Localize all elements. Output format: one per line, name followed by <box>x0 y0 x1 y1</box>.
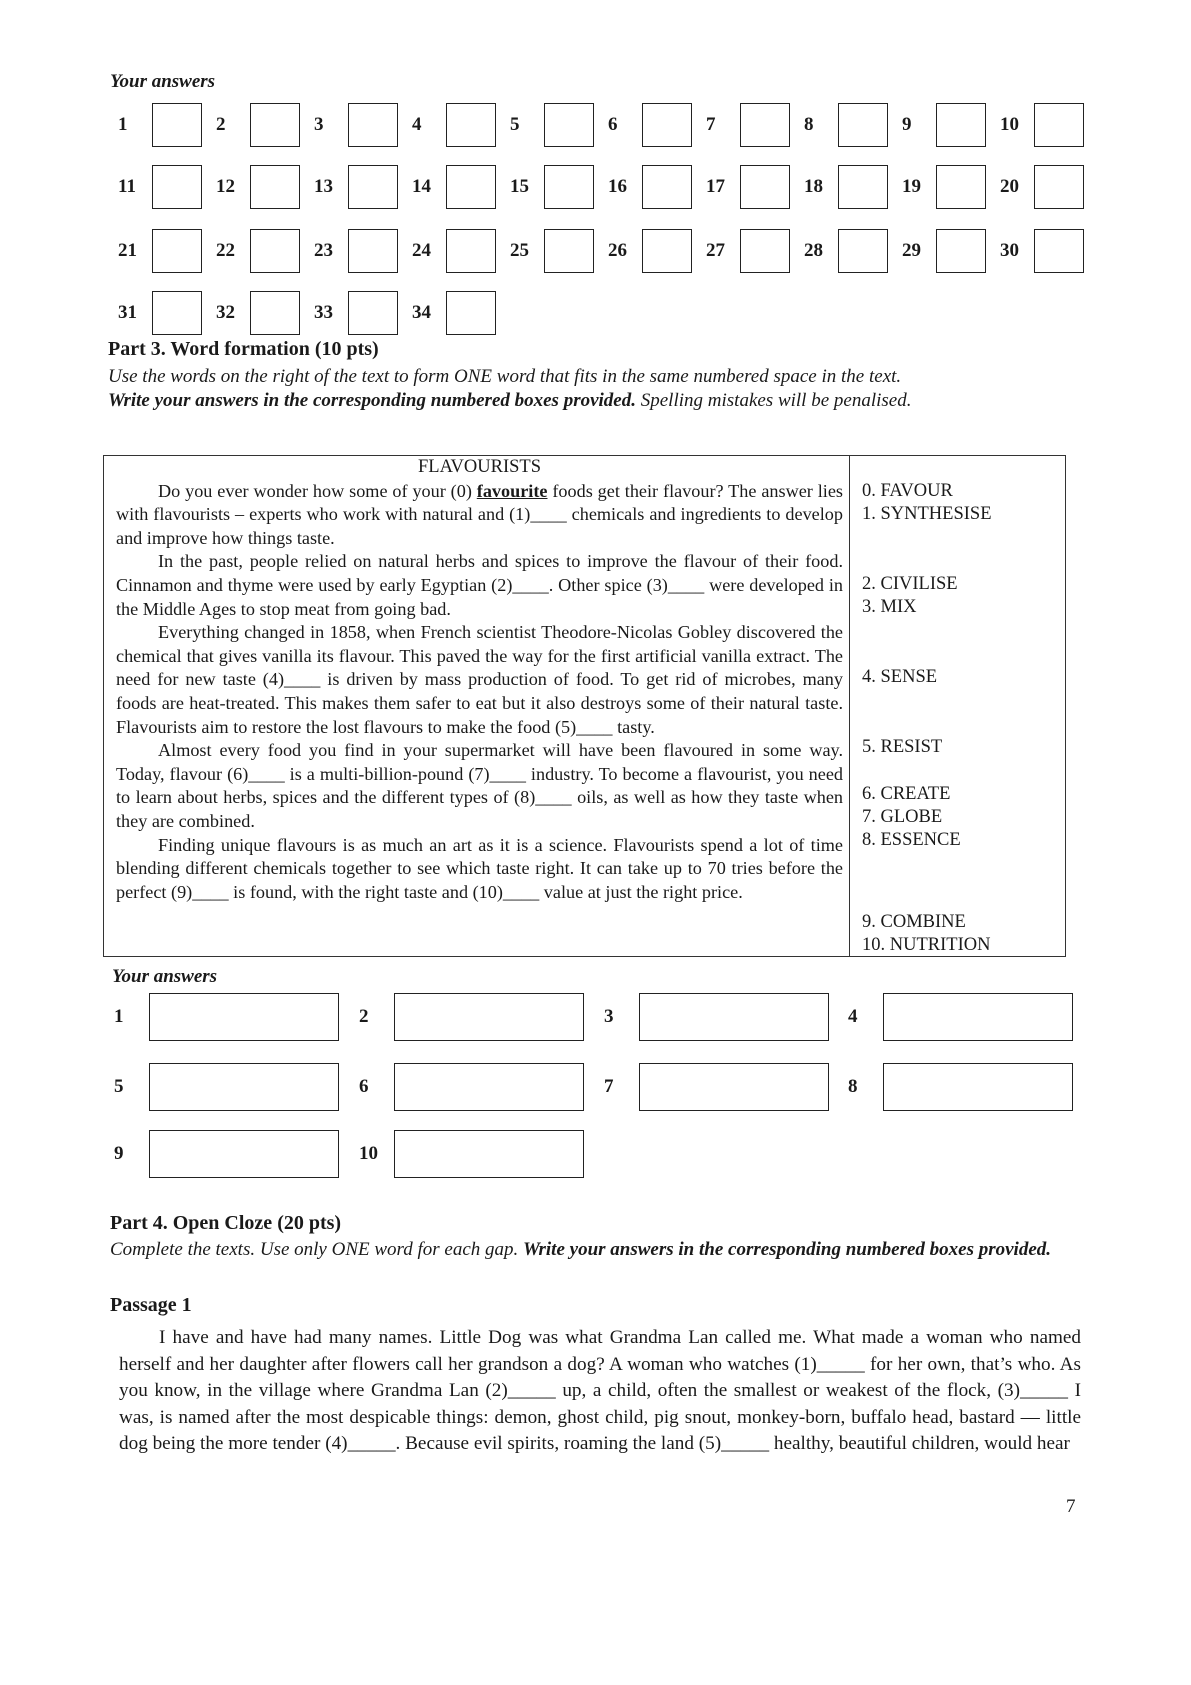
answer-cell <box>216 165 314 209</box>
answer-box[interactable] <box>740 229 790 273</box>
word-answer-cell <box>114 993 339 1041</box>
word-answer-cell <box>359 1063 584 1111</box>
answer-cell <box>216 103 314 147</box>
answer-number: 19 <box>902 176 921 197</box>
word-answer-cell <box>604 1063 829 1111</box>
answer-box[interactable] <box>1034 165 1084 209</box>
answer-number: 16 <box>608 176 627 197</box>
answer-number: 15 <box>510 176 529 197</box>
answer-number: 23 <box>314 240 333 261</box>
answer-number: 22 <box>216 240 235 261</box>
word-answer-box[interactable] <box>394 1063 584 1111</box>
part3-instruction-rest: Spelling mistakes will be penalised. <box>636 390 912 411</box>
answer-grid-row <box>118 290 510 336</box>
answer-cell <box>118 229 216 273</box>
answer-number: 11 <box>118 176 136 197</box>
stem-word: 1. SYNTHESISE <box>862 504 992 524</box>
passage-paragraph: Do you ever wonder how some of your (0) favourite foods get their flavour? The answer lies with flavourists – experts who work with natural and (1)____ chemicals and ingredients to develop and improve how things taste. <box>116 480 843 548</box>
answer-number: 2 <box>359 1006 369 1027</box>
answer-cell <box>608 165 706 209</box>
answer-cell <box>412 103 510 147</box>
answer-number: 7 <box>604 1076 614 1097</box>
answer-number: 6 <box>608 114 618 135</box>
answer-number: 17 <box>706 176 725 197</box>
passage-title: FLAVOURISTS <box>417 457 542 477</box>
answer-box[interactable] <box>936 165 986 209</box>
answer-cell <box>1000 165 1098 209</box>
stem-word: 9. COMBINE <box>862 912 966 932</box>
answer-box[interactable] <box>446 229 496 273</box>
stem-word: 5. RESIST <box>862 737 943 757</box>
answer-box[interactable] <box>544 103 594 147</box>
answer-number: 24 <box>412 240 431 261</box>
answer-cell <box>608 229 706 273</box>
answer-number: 8 <box>804 114 814 135</box>
answer-number: 7 <box>706 114 716 135</box>
answer-cell <box>804 165 902 209</box>
answer-box[interactable] <box>250 229 300 273</box>
answer-box[interactable] <box>250 103 300 147</box>
stem-word: 4. SENSE <box>862 667 938 687</box>
answer-number: 3 <box>314 114 324 135</box>
stem-word: 2. CIVILISE <box>862 574 958 594</box>
answer-box[interactable] <box>446 103 496 147</box>
answer-box[interactable] <box>838 165 888 209</box>
answer-number: 5 <box>114 1076 124 1097</box>
answer-number: 30 <box>1000 240 1019 261</box>
answer-grid-row <box>118 228 1098 274</box>
passage-paragraph: In the past, people relied on natural herbs and spices to improve the flavour of their food. Cinnamon and thyme were used by early Egyptian (2)____. Other spice (3)____ were developed in the Middle Ages to stop meat from going bad. <box>116 551 843 619</box>
answer-number: 28 <box>804 240 823 261</box>
word-answer-box[interactable] <box>639 993 829 1041</box>
word-answer-cell <box>114 1130 339 1178</box>
word-formation-table <box>103 455 1066 957</box>
part3-instructions <box>108 365 1068 413</box>
answer-number: 4 <box>848 1006 858 1027</box>
answer-box[interactable] <box>544 165 594 209</box>
stem-word: 0. FAVOUR <box>862 481 953 501</box>
answer-box[interactable] <box>936 103 986 147</box>
answer-box[interactable] <box>152 103 202 147</box>
answer-box[interactable] <box>936 229 986 273</box>
passage-paragraph: Finding unique flavours is as much an art as it is a science. Flavourists spend a lot of time blending different chemicals together to see which taste right. It can take up to 70 tries before the perfect (9)____ is found, with the right taste and (10)____ value at just the right price. <box>116 834 843 902</box>
stem-word: 7. GLOBE <box>862 807 943 827</box>
word-answer-cell <box>848 993 1073 1041</box>
answer-cell <box>706 103 804 147</box>
answer-cell <box>706 229 804 273</box>
answer-number: 25 <box>510 240 529 261</box>
answer-cell <box>1000 229 1098 273</box>
answer-cell <box>314 165 412 209</box>
answer-number: 27 <box>706 240 725 261</box>
answer-number: 3 <box>604 1006 614 1027</box>
answer-number: 2 <box>216 114 226 135</box>
word-answer-box[interactable] <box>394 993 584 1041</box>
stem-word: 8. ESSENCE <box>862 830 961 850</box>
word-answer-box[interactable] <box>883 1063 1073 1111</box>
answer-box[interactable] <box>348 103 398 147</box>
passage1-text: I have and have had many names. Little Dog was what Grandma Lan called me. What made a woman who named herself and her daughter after flowers call her grandson a dog? A woman who watches (1)_____ for her own, that’s who. As you know, in the village where Grandma Lan (2)_____ up, a child, often the smallest or weakest of the flock, (3)_____ I was, is named after the most despicable things: demon, ghost child, pig snout, monkey-born, buffalo head, bastard — little dog being the more tender (4)_____. Because evil spirits, roaming the land (5)_____ healthy, beautiful children, would hear <box>119 1327 1081 1454</box>
answer-number: 1 <box>114 1006 124 1027</box>
passage1-title: Passage 1 <box>110 1294 192 1316</box>
answer-box[interactable] <box>642 165 692 209</box>
answer-cell <box>510 103 608 147</box>
word-answer-box[interactable] <box>149 993 339 1041</box>
answer-box[interactable] <box>740 165 790 209</box>
answer-number: 26 <box>608 240 627 261</box>
answer-cell <box>118 291 216 335</box>
answer-cell <box>902 229 1000 273</box>
answer-box[interactable] <box>838 229 888 273</box>
part3-instruction-line1: Use the words on the right of the text to form ONE word that fits in the same numbered space in the text. <box>108 366 902 387</box>
word-answer-box[interactable] <box>149 1130 339 1178</box>
word-answer-cell <box>359 993 584 1041</box>
page-number: 7 <box>1066 1496 1076 1517</box>
answer-cell <box>412 165 510 209</box>
answer-box[interactable] <box>348 229 398 273</box>
answer-cell <box>314 291 412 335</box>
answer-cell <box>412 229 510 273</box>
stem-word: 10. NUTRITION <box>862 935 991 955</box>
answer-number: 9 <box>902 114 912 135</box>
answer-number: 13 <box>314 176 333 197</box>
answer-box[interactable] <box>348 165 398 209</box>
answer-number: 21 <box>118 240 137 261</box>
word-answer-box[interactable] <box>149 1063 339 1111</box>
answer-number: 8 <box>848 1076 858 1097</box>
answer-cell <box>902 103 1000 147</box>
answer-cell <box>804 103 902 147</box>
answer-box[interactable] <box>446 165 496 209</box>
word-answer-box[interactable] <box>639 1063 829 1111</box>
answer-cell <box>314 103 412 147</box>
word-formation-passage <box>104 456 850 956</box>
part4-instructions: Complete the texts. Use only ONE word for each gap. Write your answers in the corresponding numbered boxes provided. <box>110 1239 1052 1260</box>
word-answer-box[interactable] <box>883 993 1073 1041</box>
part3-instruction-bold: Write your answers in the corresponding numbered boxes provided. <box>108 390 636 411</box>
answer-grid-row <box>118 102 1098 148</box>
answer-number: 20 <box>1000 176 1019 197</box>
stem-word: 6. CREATE <box>862 784 951 804</box>
answer-box[interactable] <box>250 165 300 209</box>
answer-number: 29 <box>902 240 921 261</box>
answer-cell <box>510 165 608 209</box>
answer-grid-row <box>118 164 1098 210</box>
answer-box[interactable] <box>1034 229 1084 273</box>
answer-cell <box>216 229 314 273</box>
answer-cell <box>510 229 608 273</box>
answer-number: 5 <box>510 114 520 135</box>
part2-answers-heading: Your answers <box>110 71 216 92</box>
answer-cell <box>412 291 510 335</box>
answer-cell <box>902 165 1000 209</box>
part3-answers-heading: Your answers <box>112 966 218 987</box>
answer-number: 18 <box>804 176 823 197</box>
stem-word: 3. MIX <box>862 597 917 617</box>
answer-number: 34 <box>412 302 431 323</box>
answer-number: 6 <box>359 1076 369 1097</box>
answer-number: 1 <box>118 114 128 135</box>
answer-cell <box>118 103 216 147</box>
answer-box[interactable] <box>1034 103 1084 147</box>
part3-title: Part 3. Word formation (10 pts) <box>108 338 379 360</box>
example-answer: favourite <box>476 480 548 501</box>
answer-number: 4 <box>412 114 422 135</box>
answer-box[interactable] <box>642 229 692 273</box>
answer-box[interactable] <box>152 165 202 209</box>
answer-box[interactable] <box>838 103 888 147</box>
answer-number: 33 <box>314 302 333 323</box>
answer-cell <box>804 229 902 273</box>
answer-box[interactable] <box>740 103 790 147</box>
answer-cell <box>1000 103 1098 147</box>
answer-number: 9 <box>114 1143 124 1164</box>
answer-number: 12 <box>216 176 235 197</box>
answer-box[interactable] <box>348 291 398 335</box>
answer-cell <box>216 291 314 335</box>
answer-cell <box>314 229 412 273</box>
answer-number: 10 <box>1000 114 1019 135</box>
answer-box[interactable] <box>152 229 202 273</box>
answer-number: 32 <box>216 302 235 323</box>
answer-box[interactable] <box>152 291 202 335</box>
answer-number: 10 <box>359 1143 378 1164</box>
answer-cell <box>118 165 216 209</box>
answer-number: 31 <box>118 302 137 323</box>
answer-box[interactable] <box>446 291 496 335</box>
part4-title: Part 4. Open Cloze (20 pts) <box>110 1212 342 1234</box>
word-answer-cell <box>604 993 829 1041</box>
passage-paragraph: Almost every food you find in your supermarket will have been flavoured in some way. Today, flavour (6)____ is a multi-billion-pound (7)____ industry. To become a flavourist, you need to learn about herbs, spices and the different types of (8)____ oils, as well as how they taste when they are combined. <box>116 740 843 831</box>
word-answer-cell <box>114 1063 339 1111</box>
answer-box[interactable] <box>544 229 594 273</box>
answer-cell <box>706 165 804 209</box>
passage-paragraph: Everything changed in 1858, when French scientist Theodore-Nicolas Gobley discovered the chemical that gives vanilla its flavour. This paved the way for the first artificial vanilla extract. The need for new taste (4)____ is driven by mass production of food. To get rid of microbes, many foods are heat-treated. This makes them safer to eat but it also destroys some of their natural taste. Flavourists aim to restore the lost flavours to make the food (5)____ tasty. <box>116 622 843 737</box>
word-answer-cell <box>359 1130 584 1178</box>
word-answer-cell <box>848 1063 1073 1111</box>
answer-number: 14 <box>412 176 431 197</box>
answer-box[interactable] <box>250 291 300 335</box>
answer-cell <box>608 103 706 147</box>
word-answer-box[interactable] <box>394 1130 584 1178</box>
answer-box[interactable] <box>642 103 692 147</box>
